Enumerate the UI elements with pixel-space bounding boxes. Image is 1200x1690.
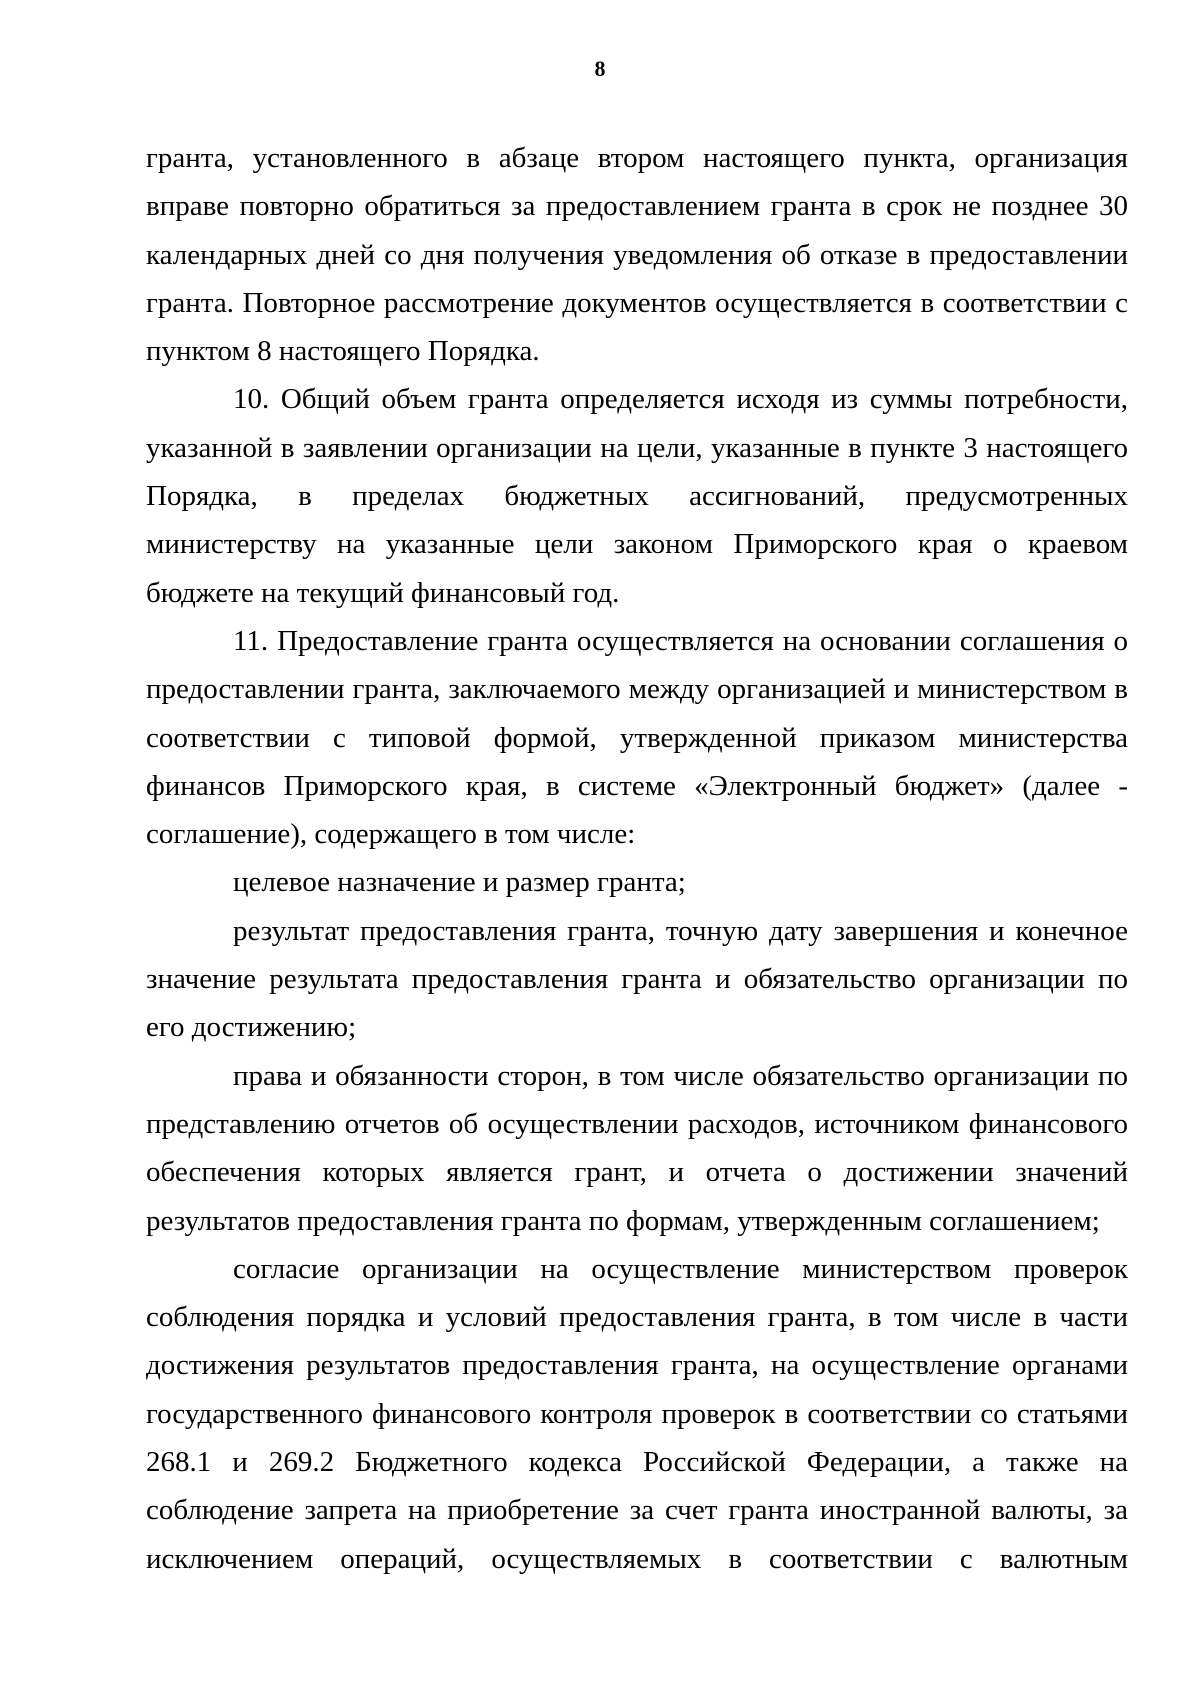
paragraph-item-11: 11. Предоставление гранта осуществляется на основании соглашения о предоставлении гранта, заключаемого между организацией и министерством в соответствии с типовой формой, утвержденной приказом министерства финансов Приморского края, в системе «Электронный бюджет» (далее - соглашение), содержащего в том числе:: [146, 624, 1128, 851]
list-item-consent: согласие организации на осуществление министерством проверок соблюдения порядка и условий предоставления гранта, в том числе в части достижения результатов предоставления гранта, на осуществление органами государственного финансового контроля проверок в соответствии со статьями 268.1 и 269.2 Бюджетного кодекса Российской Федерации, а также на соблюдение запрета на приобретение за счет гранта иностранной валюты, за исключением операций, осуществляемых в соответствии с валютным: [146, 1252, 1128, 1575]
list-item-rights: права и обязанности сторон, в том числе обязательство организации по представлению отчетов об осуществлении расходов, источником финансового обеспечения которых является грант, и отчета о достижении значений результатов предоставления гранта по формам, утвержденным соглашением;: [146, 1059, 1128, 1237]
document-body: [146, 134, 1128, 1583]
paragraph-continuation: гранта, установленного в абзаце втором настоящего пункта, организация вправе повторно обратиться за предоставлением гранта в срок не позднее 30 календарных дней со дня получения уведомления об отказе в предоставлении гранта. Повторное рассмотрение документов осуществляется в соответствии с пунктом 8 настоящего Порядка.: [146, 142, 1128, 368]
paragraph-item-10: 10. Общий объем гранта определяется исходя из суммы потребности, указанной в заявлении организации на цели, указанные в пункте 3 настоящего Порядка, в пределах бюджетных ассигнований, предусмотренных министерству на указанные цели законом Приморского края о краевом бюджете на текущий финансовый год.: [146, 383, 1128, 609]
list-item-result: результат предоставления гранта, точную дату завершения и конечное значение результата предоставления гранта и обязательство организации по его достижению;: [146, 914, 1128, 1044]
list-item-purpose: целевое назначение и размер гранта;: [233, 866, 686, 899]
page-number: 8: [594, 56, 606, 81]
